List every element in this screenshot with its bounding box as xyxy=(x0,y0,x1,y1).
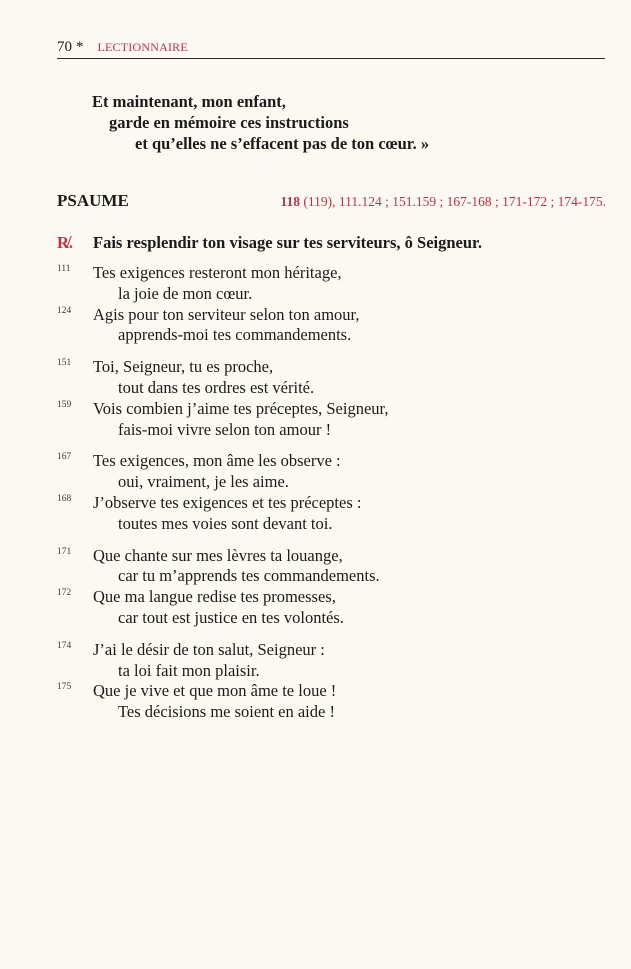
verse-line: J’ai le désir de ton salut, Seigneur : xyxy=(93,639,325,659)
verse xyxy=(57,305,617,347)
stanza xyxy=(57,451,617,534)
section-title: LECTIONNAIRE xyxy=(97,40,188,54)
verse-number: 174 xyxy=(57,640,72,651)
verse-number: 151 xyxy=(57,358,72,369)
verse-line-continuation: car tout est justice en tes volontés. xyxy=(118,607,344,627)
psalm-verses-ref: (119), 111.124 ; 151.159 ; 167-168 ; 171-172 ; 174-175. xyxy=(300,194,606,209)
verse-number: 175 xyxy=(57,682,72,693)
verse-line: Tes exigences, mon âme les observe : xyxy=(93,451,341,471)
psalm-reference xyxy=(281,194,607,210)
psalm-label: PSAUME xyxy=(57,191,129,210)
verse-line: Toi, Seigneur, tu es proche, xyxy=(93,357,274,377)
verse-line: Agis pour ton serviteur selon ton amour, xyxy=(93,304,360,324)
refrain-text: Fais resplendir ton visage sur tes serviteurs, ô Seigneur. xyxy=(93,233,482,252)
verse-line: Tes exigences resteront mon héritage, xyxy=(93,263,342,282)
verse-line-continuation: ta loi fait mon plaisir. xyxy=(118,660,260,680)
verse-number: 172 xyxy=(57,588,72,599)
verse xyxy=(57,587,617,629)
verse xyxy=(57,451,617,493)
verse xyxy=(57,640,617,682)
verse xyxy=(57,263,617,305)
verse-line-continuation: la joie de mon cœur. xyxy=(118,283,253,303)
verse-line: Que je vive et que mon âme te loue ! xyxy=(93,681,337,701)
verse-line: J’observe tes exigences et tes préceptes : xyxy=(93,492,362,512)
verse-number: 111 xyxy=(57,264,71,274)
closing-line-3: et qu’elles ne s’effacent pas de ton cœur. » xyxy=(135,134,430,153)
verse-number: 171 xyxy=(57,546,72,557)
verse-line: Vois combien j’aime tes préceptes, Seigneur, xyxy=(93,398,389,418)
stanza xyxy=(57,263,617,346)
stanza xyxy=(57,357,617,440)
psalm-number: 118 xyxy=(280,194,301,209)
psalm-stanzas xyxy=(57,263,617,734)
verse-line-continuation: car tu m’apprends tes commandements. xyxy=(118,566,380,586)
verse-line-continuation: oui, vraiment, je les aime. xyxy=(118,472,289,492)
closing-line-2: garde en mémoire ces instructions xyxy=(109,113,349,132)
verse-line-continuation: apprends-moi tes commandements. xyxy=(118,325,352,345)
verse-number: 159 xyxy=(57,399,72,410)
response-marker: R̸. xyxy=(57,233,74,252)
page-number: 70 xyxy=(57,39,72,55)
refrain xyxy=(57,233,617,253)
page-header xyxy=(57,36,605,59)
closing-line-1: Et maintenant, mon enfant, xyxy=(92,92,286,111)
closing-text xyxy=(92,91,429,154)
verse-line: Que ma langue redise tes promesses, xyxy=(93,587,336,607)
verse-line-continuation: Tes décisions me soient en aide ! xyxy=(118,702,335,722)
verse xyxy=(57,681,617,723)
verse-number: 124 xyxy=(57,305,72,316)
verse xyxy=(57,357,617,399)
verse-number: 167 xyxy=(57,452,72,463)
star-marker: * xyxy=(76,39,84,55)
verse xyxy=(57,546,617,588)
verse-line-continuation: tout dans tes ordres est vérité. xyxy=(118,377,315,397)
verse-line-continuation: fais-moi vivre selon ton amour ! xyxy=(118,419,332,439)
verse-number: 168 xyxy=(57,493,72,504)
psalm-heading xyxy=(57,191,606,213)
stanza xyxy=(57,640,617,723)
verse xyxy=(57,493,617,535)
verse-line: Que chante sur mes lèvres ta louange, xyxy=(93,545,343,565)
stanza xyxy=(57,546,617,629)
verse-line-continuation: toutes mes voies sont devant toi. xyxy=(118,513,333,533)
verse xyxy=(57,399,617,441)
